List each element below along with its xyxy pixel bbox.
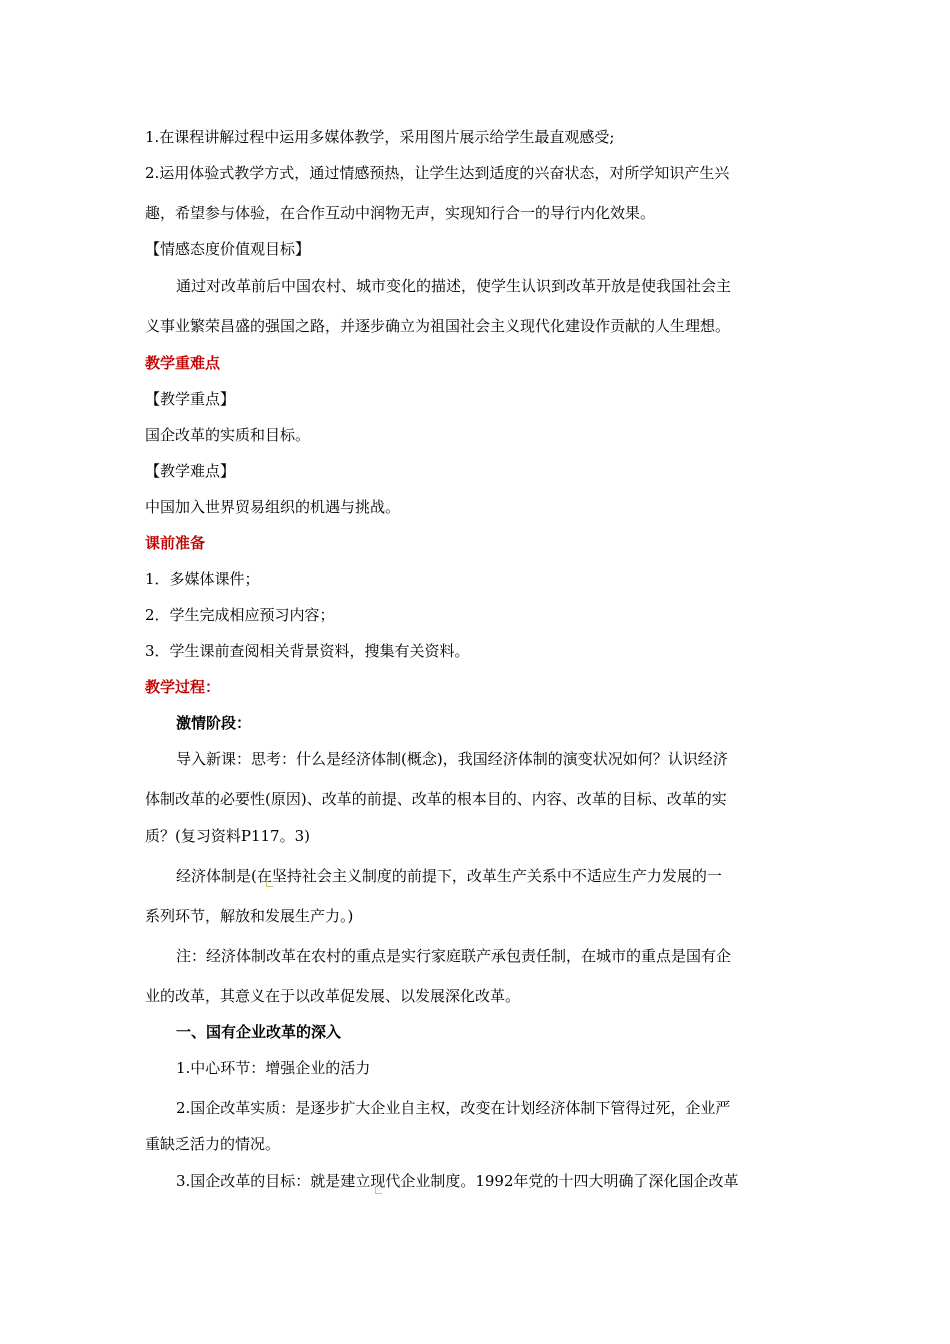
section-heading-process: 教学过程：: [145, 678, 221, 696]
point-2: 2.国企改革实质：是逐步扩大企业自主权，改变在计划经济体制下管得过死，企业严: [176, 1099, 731, 1117]
prep-item-3: 3．学生课前查阅相关背景资料，搜集有关资料。: [145, 642, 470, 660]
difficult-point-text: 中国加入世界贸易组织的机遇与挑战。: [145, 498, 401, 516]
stage-heading: 激情阶段：: [176, 714, 252, 732]
method-item-2: 2.运用体验式教学方式，通过情感预热，让学生达到适度的兴奋状态，对所学知识产生兴: [145, 164, 730, 182]
emotion-goal-text: 通过对改革前后中国农村、城市变化的描述，使学生认识到改革开放是使我国社会主: [176, 277, 732, 295]
edit-mark: [266, 880, 273, 887]
point-2-cont: 重缺乏活力的情况。: [145, 1135, 281, 1153]
section-heading-preparation: 课前准备: [145, 534, 206, 552]
key-point-text: 国企改革的实质和目标。: [145, 426, 311, 444]
definition-text: 经济体制是(在坚持社会主义制度的前提下，改革生产关系中不适应生产力发展的一: [176, 867, 722, 885]
point-1: 1.中心环节：增强企业的活力: [176, 1059, 371, 1077]
difficult-point-heading: 【教学难点】: [145, 462, 236, 480]
intro-text-cont-1: 体制改革的必要性(原因)、改革的前提、改革的根本目的、内容、改革的目标、改革的实: [145, 790, 727, 808]
note-text: 注：经济体制改革在农村的重点是实行家庭联产承包责任制，在城市的重点是国有企: [176, 947, 732, 965]
method-item-2-cont: 趣，希望参与体验，在合作互动中润物无声，实现知行合一的导行内化效果。: [145, 204, 656, 222]
point-3: 3.国企改革的目标：就是建立现代企业制度。1992年党的十四大明确了深化国企改革: [176, 1172, 739, 1190]
emotion-goal-text-cont: 义事业繁荣昌盛的强国之路，并逐步确立为祖国社会主义现代化建设作贡献的人生理想。: [145, 317, 731, 335]
prep-item-2: 2．学生完成相应预习内容；: [145, 606, 335, 624]
definition-text-cont: 系列环节，解放和发展生产力。): [145, 907, 354, 925]
method-item-1: 1.在课程讲解过程中运用多媒体教学，采用图片展示给学生最直观感受;: [145, 128, 615, 146]
note-text-cont: 业的改革，其意义在于以改革促发展、以发展深化改革。: [145, 987, 521, 1005]
intro-text: 导入新课：思考：什么是经济体制(概念)，我国经济体制的演变状况如何？认识经济: [176, 750, 728, 768]
subsection-heading: 一、国有企业改革的深入: [176, 1023, 342, 1041]
intro-text-cont-2: 质？(复习资料P117。3): [145, 827, 310, 845]
emotion-goal-heading: 【情感态度价值观目标】: [145, 240, 311, 258]
prep-item-1: 1．多媒体课件；: [145, 570, 260, 588]
section-heading-key-points: 教学重难点: [145, 354, 221, 372]
key-point-heading: 【教学重点】: [145, 390, 236, 408]
edit-mark: [375, 1187, 382, 1194]
